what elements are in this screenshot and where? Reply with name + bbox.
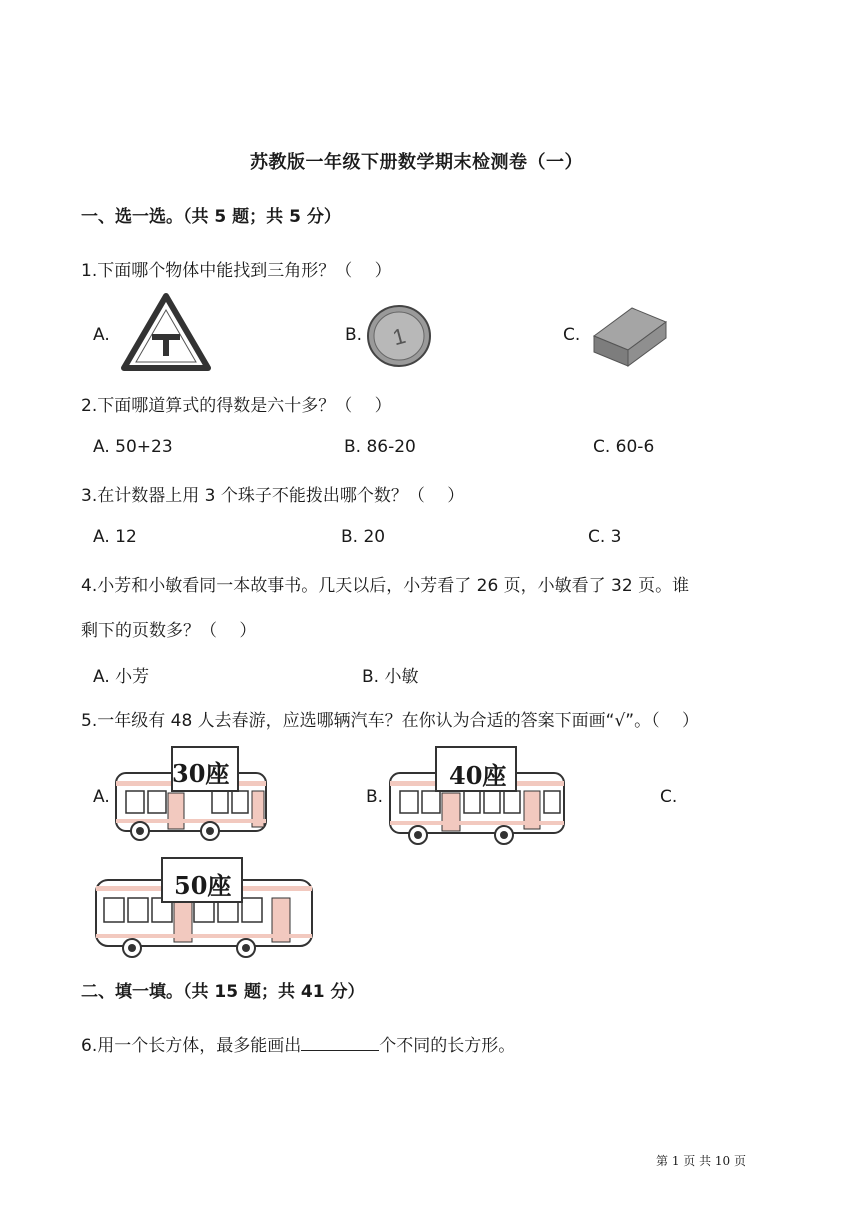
q4-option-b[interactable]: B. 小敏: [362, 667, 419, 687]
block-icon: [590, 304, 670, 370]
section-heading-2: 二、填一填。（共 15 题；共 41 分）: [81, 982, 365, 1002]
question-6-text-before: 6.用一个长方体，最多能画出: [81, 1036, 302, 1056]
q3-option-b[interactable]: B. 20: [341, 527, 386, 547]
question-2: 2.下面哪道算式的得数是六十多？（ ）: [81, 396, 392, 416]
q1-option-b[interactable]: B.: [345, 325, 363, 345]
question-6-text-after: 个不同的长方形。: [379, 1036, 516, 1056]
q3-option-a[interactable]: A. 12: [93, 527, 137, 547]
question-4-line-2: 剩下的页数多？（ ）: [81, 621, 257, 641]
bus-a-label: 30座: [172, 759, 230, 788]
bus-b-label: 40座: [449, 761, 507, 790]
section-heading-1: 一、选一选。（共 5 题；共 5 分）: [81, 207, 341, 227]
q1-option-c[interactable]: C.: [563, 325, 581, 345]
q4-option-a[interactable]: A. 小芳: [93, 667, 150, 687]
question-3: 3.在计数器上用 3 个珠子不能拨出哪个数？（ ）: [81, 486, 465, 506]
q3-option-c[interactable]: C. 3: [588, 527, 622, 547]
road-sign-icon: [120, 292, 212, 372]
page-title: 苏教版一年级下册数学期末检测卷（一）: [250, 152, 583, 173]
q2-option-b[interactable]: B. 86-20: [344, 437, 416, 457]
answer-blank[interactable]: [301, 1032, 379, 1051]
q1-option-a[interactable]: A.: [93, 325, 110, 345]
q2-option-c[interactable]: C. 60-6: [593, 437, 655, 457]
coin-icon: [366, 304, 432, 368]
bus-c-label: 50座: [174, 871, 232, 900]
svg-text:1: 1: [389, 322, 409, 351]
question-1: 1.下面哪个物体中能找到三角形？（ ）: [81, 261, 392, 281]
question-5: 5.一年级有 48 人去春游，应选哪辆汽车？在你认为合适的答案下面画“√”。（ ）: [81, 711, 700, 731]
question-6: [81, 1031, 515, 1056]
q5-option-c[interactable]: C.: [660, 787, 678, 807]
q2-option-a[interactable]: A. 50+23: [93, 437, 173, 457]
question-4-line-1: 4.小芳和小敏看同一本故事书。几天以后，小芳看了 26 页，小敏看了 32 页。谁: [81, 576, 690, 596]
q5-option-b[interactable]: B.: [366, 787, 384, 807]
q5-option-a[interactable]: A.: [93, 787, 110, 807]
page-footer: 第 1 页 共 10 页: [656, 1154, 746, 1168]
